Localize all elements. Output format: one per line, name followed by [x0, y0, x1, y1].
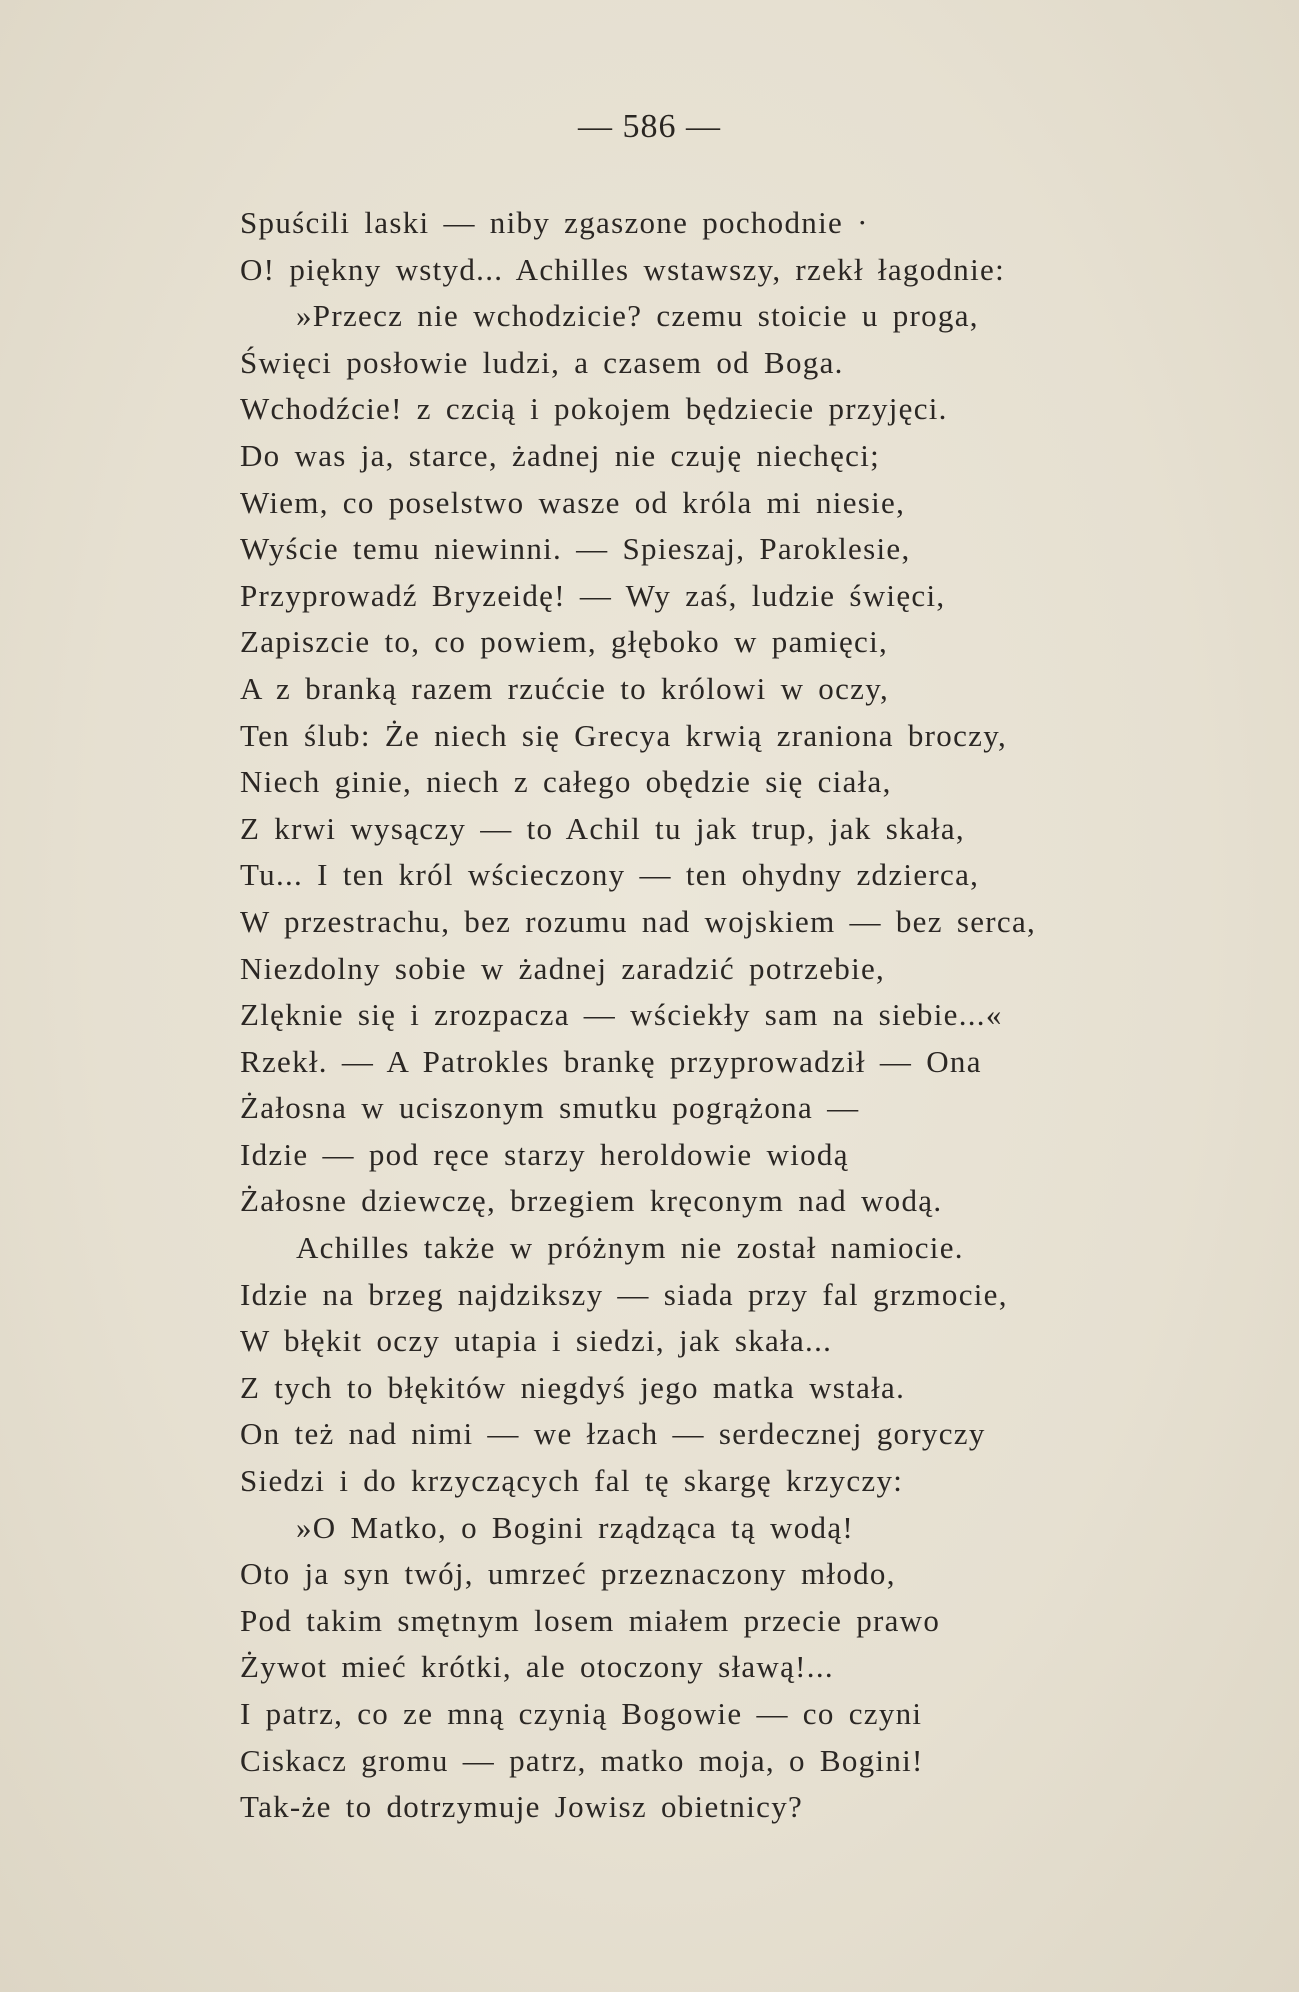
poem-line: »O Matko, o Bogini rządząca tą wodą!: [296, 1509, 854, 1545]
poem-line: Pod takim smętnym losem miałem przecie prawo: [240, 1602, 941, 1638]
poem-line: »Przecz nie wchodzicie? czemu stoicie u proga,: [296, 298, 979, 334]
poem-line: Wchodźcie! z czcią i pokojem będziecie przyjęci.: [240, 391, 948, 427]
poem-line: Tak-że to dotrzymuje Jowisz obietnicy?: [240, 1789, 804, 1825]
page-number: — 586 —: [578, 108, 721, 145]
poem-line: Rzekł. — A Patrokles brankę przyprowadził — Ona: [240, 1043, 982, 1079]
poem-line: Zapiszcie to, co powiem, głęboko w pamięci,: [240, 624, 889, 660]
poem-line: Niezdolny sobie w żadnej zaradzić potrzebie,: [240, 950, 886, 986]
poem-line: Idzie na brzeg najdzikszy — siada przy fal grzmocie,: [240, 1276, 1008, 1312]
poem-line: Żywot mieć krótki, ale otoczony sławą!...: [240, 1649, 834, 1685]
poem-line: Zlęknie się i zrozpacza — wściekły sam na siebie...«: [240, 997, 1003, 1033]
poem-line: W błękit oczy utapia i siedzi, jak skała...: [240, 1323, 833, 1359]
poem-line: Tu... I ten król wścieczony — ten ohydny zdzierca,: [240, 857, 980, 893]
poem-line: W przestrachu, bez rozumu nad wojskiem — bez serca,: [240, 903, 1037, 939]
poem-line: A z branką razem rzućcie to królowi w oczy,: [240, 670, 890, 706]
poem-line: I patrz, co ze mną czynią Bogowie — co czyni: [240, 1696, 923, 1731]
poem-line: Wiem, co poselstwo wasze od króla mi niesie,: [240, 484, 906, 520]
poem-line: Żałosna w uciszonym smutku pogrążona —: [240, 1090, 860, 1126]
poem-line: On też nad nimi — we łzach — serdecznej goryczy: [240, 1416, 986, 1452]
poem-line: Ten ślub: Że niech się Grecya krwią zraniona broczy,: [240, 717, 1008, 753]
poem-line: Z krwi wysączy — to Achil tu jak trup, jak skała,: [240, 810, 965, 846]
poem-line: Do was ja, starce, żadnej nie czuję niechęci;: [240, 437, 881, 473]
poem-line: Święci posłowie ludzi, a czasem od Boga.: [240, 344, 844, 380]
poem-line: Ciskacz gromu — patrz, matko moja, o Bogini!: [240, 1742, 924, 1778]
poem-line: Niech ginie, niech z całego obędzie się ciała,: [240, 764, 892, 800]
poem-line: Wyście temu niewinni. — Spieszaj, Paroklesie,: [240, 531, 911, 567]
poem-line: Przyprowadź Bryzeidę! — Wy zaś, ludzie święci,: [240, 577, 946, 613]
poem-text-block: [240, 200, 1200, 1831]
poem-line: Achilles także w próżnym nie został namiocie.: [296, 1230, 964, 1266]
poem-line: Z tych to błękitów niegdyś jego matka wstała.: [240, 1369, 906, 1405]
poem-line: Siedzi i do krzyczących fal tę skargę krzyczy:: [240, 1463, 904, 1499]
poem-line: Spuścili laski — niby zgaszone pochodnie ·: [240, 205, 869, 240]
poem-line: O! piękny wstyd... Achilles wstawszy, rzekł łagodnie:: [240, 251, 1005, 287]
poem-line: Idzie — pod ręce starzy heroldowie wiodą: [240, 1136, 849, 1172]
poem-line: Żałosne dziewczę, brzegiem kręconym nad wodą.: [240, 1183, 943, 1219]
poem-line: Oto ja syn twój, umrzeć przeznaczony młodo,: [240, 1556, 896, 1592]
